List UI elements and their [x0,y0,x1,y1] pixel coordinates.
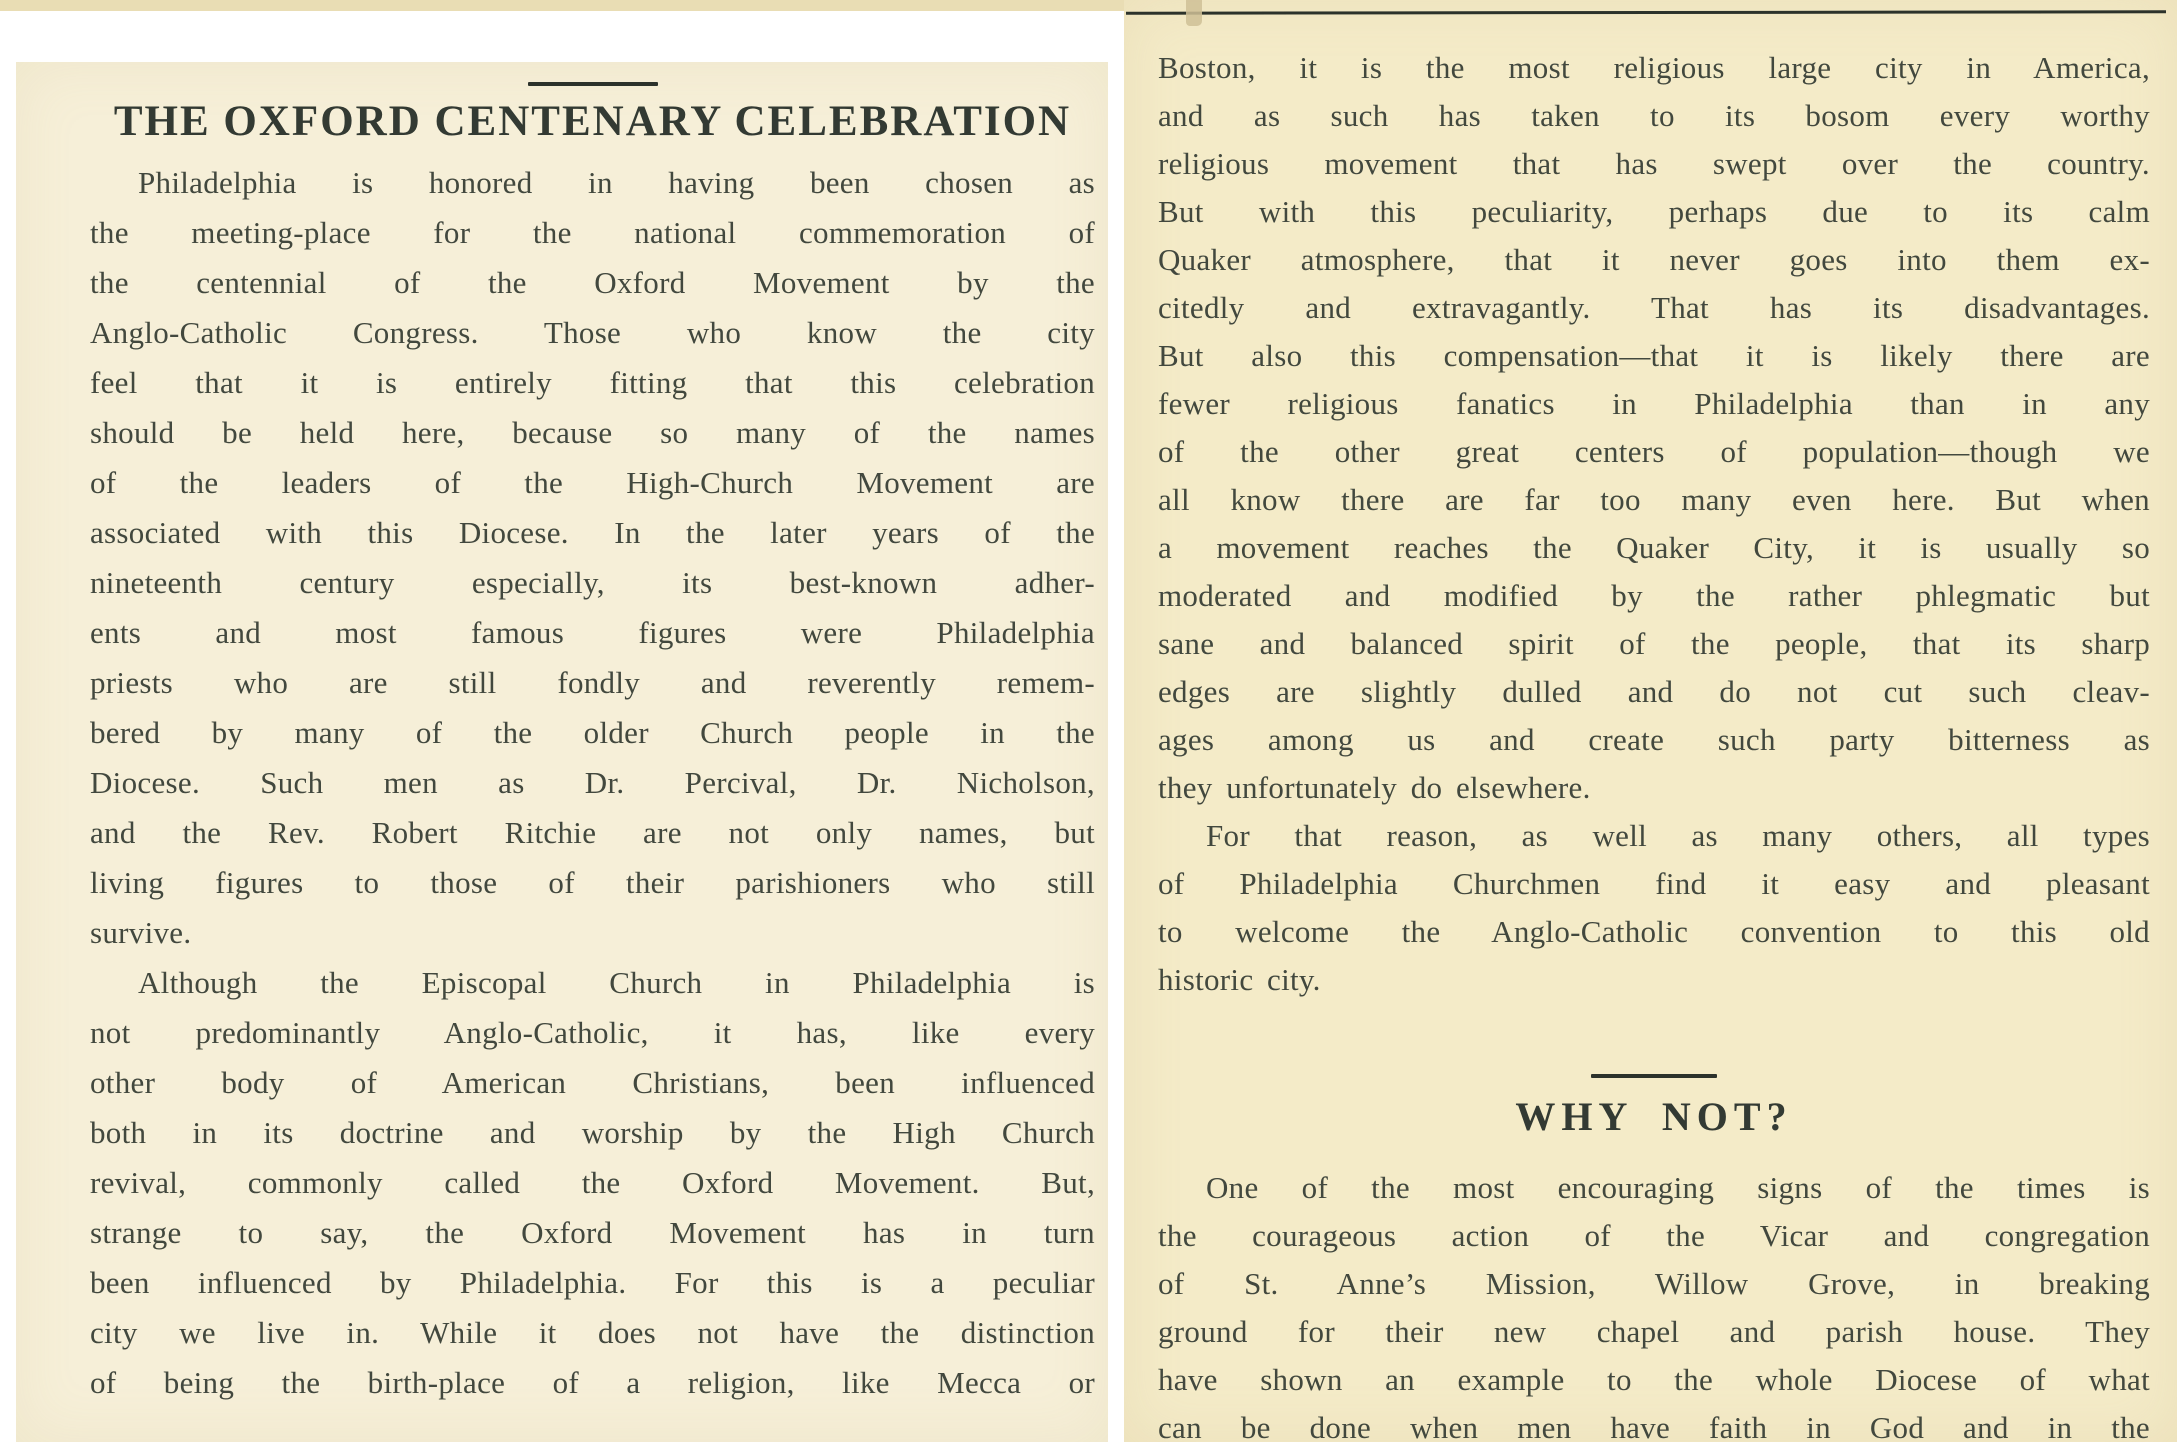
scan-top-edge-strip [0,0,1124,11]
text-line: not predominantly Anglo-Catholic, it has, like every [90,1015,1095,1050]
text-line: Anglo-Catholic Congress. Those who know the city [90,315,1095,350]
text-line: of Philadelphia Churchmen find it easy and pleasant [1158,866,2150,901]
text-line: should be held here, because so many of the names [90,415,1095,450]
paragraph [90,158,1095,958]
text-line: Diocese. Such men as Dr. Percival, Dr. Nicholson, [90,765,1095,800]
left-page [16,62,1108,1442]
text-line: One of the most encouraging signs of the times is [1206,1170,2150,1205]
right-page [1124,0,2177,1442]
left-column [90,82,1095,1408]
text-line: bered by many of the older Church people in the [90,715,1095,750]
page-top-rule [1126,10,2166,14]
text-line: the courageous action of the Vicar and congregation [1158,1218,2150,1253]
text-line: Boston, it is the most religious large city in America, [1158,50,2150,85]
right-column-text-top [1158,44,2150,1004]
text-line: religious movement that has swept over the country. [1158,146,2150,181]
text-line: citedly and extravagantly. That has its disadvantages. [1158,290,2150,325]
text-line: of St. Anne’s Mission, Willow Grove, in breaking [1158,1266,2150,1301]
text-line: a movement reaches the Quaker City, it is usually so [1158,530,2150,565]
left-column-text [90,158,1095,1408]
text-line: strange to say, the Oxford Movement has in turn [90,1215,1095,1250]
scan-tape-fragment [1186,0,1202,26]
text-line: and the Rev. Robert Ritchie are not only names, but [90,815,1095,850]
text-line: historic city. [1158,962,1321,997]
text-line: Quaker atmosphere, that it never goes into them ex- [1158,242,2150,277]
page-title: THE OXFORD CENTENARY CELEBRATION [113,98,1072,145]
text-line: moderated and modified by the rather phlegmatic but [1158,578,2150,613]
paragraph [1158,812,2150,1004]
text-line: been influenced by Philadelphia. For this is a peculiar [90,1265,1095,1300]
text-line: sane and balanced spirit of the people, that its sharp [1158,626,2150,661]
title-divider-rule [528,82,658,86]
text-line: of the other great centers of population—though we [1158,434,2150,469]
paragraph [1158,44,2150,812]
text-line: priests who are still fondly and reverently remem- [90,665,1095,700]
section-divider-rule [1591,1074,1717,1078]
text-line: ground for their new chapel and parish house. They [1158,1314,2150,1349]
text-line: edges are slightly dulled and do not cut such cleav- [1158,674,2150,709]
text-line: survive. [90,915,192,950]
right-column [1158,44,2150,1442]
text-line: fewer religious fanatics in Philadelphia than in any [1158,386,2150,421]
text-line: associated with this Diocese. In the later years of the [90,515,1095,550]
text-line: to welcome the Anglo-Catholic convention to this old [1158,914,2150,949]
text-line: revival, commonly called the Oxford Movement. But, [90,1165,1095,1200]
right-column-text-bottom [1158,1164,2150,1442]
text-line: and as such has taken to its bosom every worthy [1158,98,2150,133]
text-line: Although the Episcopal Church in Philadelphia is [138,965,1095,1000]
paragraph [90,958,1095,1408]
text-line: have shown an example to the whole Diocese of what [1158,1362,2150,1397]
text-line: feel that it is entirely fitting that this celebration [90,365,1095,400]
text-line: But with this peculiarity, perhaps due to its calm [1158,194,2150,229]
text-line: the meeting-place for the national commemoration of [90,215,1095,250]
text-line: other body of American Christians, been influenced [90,1065,1095,1100]
text-line: both in its doctrine and worship by the High Church [90,1115,1095,1150]
text-line: For that reason, as well as many others, all types [1206,818,2150,853]
text-line: But also this compensation—that it is likely there are [1158,338,2150,373]
text-line: they unfortunately do elsewhere. [1158,770,1591,805]
text-line: city we live in. While it does not have the distinction [90,1315,1095,1350]
text-line: Philadelphia is honored in having been chosen as [138,165,1095,200]
text-line: ages among us and create such party bitterness as [1158,722,2150,757]
text-line: of the leaders of the High-Church Movement are [90,465,1095,500]
section-heading: WHY NOT? [1515,1094,1793,1139]
text-line: nineteenth century especially, its best-known adher- [90,565,1095,600]
text-line: ents and most famous figures were Philadelphia [90,615,1095,650]
text-line: the centennial of the Oxford Movement by the [90,265,1095,300]
paragraph [1158,1164,2150,1442]
text-line: all know there are far too many even here. But when [1158,482,2150,517]
text-line: of being the birth-place of a religion, like Mecca or [90,1365,1095,1400]
text-line: can be done when men have faith in God and in the [1158,1410,2150,1442]
text-line: living figures to those of their parishioners who still [90,865,1095,900]
